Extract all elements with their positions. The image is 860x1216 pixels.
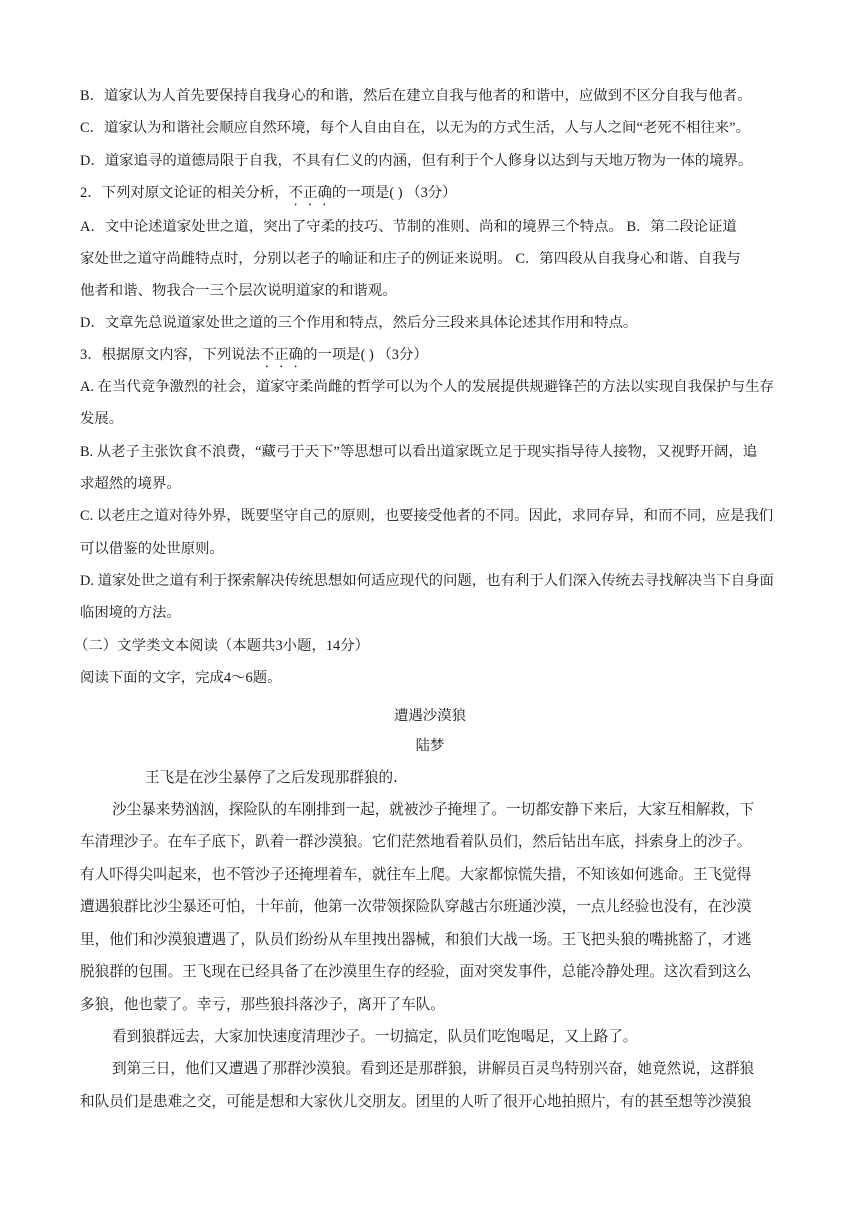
q3-option-a-line: A. 在当代竞争激烈的社会，道家守柔尚雌的哲学可以为个人的发展提供规避锋芒的方法以实现自我保护与生存 — [80, 379, 774, 395]
q1-option-b: B．道家认为人首先要保持自我身心的和谐，然后在建立自我与他者的和谐中，应做到不区分自我与他者。 — [80, 88, 752, 104]
q3-option-b-line: 求超然的境界。 — [80, 476, 181, 492]
story-paragraph-line: 看到狼群远去，大家加快速度清理沙子。一切搞定，队员们吃饱喝足，又上路了。 — [112, 1028, 638, 1045]
q2-option-a-line: 他者和谐、物我合一三个层次说明道家的和谐观。 — [80, 283, 397, 299]
q1-option-d: D．道家追寻的道德局限于自我，不具有仁义的内涵，但有利于个人修身以达到与天地万物为一体的境界。 — [80, 153, 753, 169]
reading-instruction: 阅读下面的文字，完成4～6题。 — [80, 670, 282, 686]
story-paragraph-line: 里，他们和沙漠狼遭遇了，队员们纷纷从车里拽出器械，和狼们大战一场。王飞把头狼的嘴挑豁了，才逃 — [80, 931, 752, 948]
q3-option-d-line: 临困境的方法。 — [80, 605, 181, 621]
q2-option-d: D．文章先总说道家处世之道的三个作用和特点，然后分三段来具体论述其作用和特点。 — [80, 315, 638, 331]
q2-option-a-line: 家处世之道守尚雌特点时，分别以老子的喻证和庄子的例证来说明。 C．第四段从自我身心和谐、自我与 — [80, 251, 741, 267]
story-paragraph-line: 有人吓得尖叫起来，也不管沙子还掩埋着车，就往车上爬。大家都惊慌失措，不知该如何逃命。王飞觉得 — [80, 866, 752, 883]
q3-stem — [80, 346, 428, 371]
story-paragraph-line: 车清理沙子。在车子底下，趴着一群沙漠狼。它们茫然地看着队员们，然后钻出车底，抖索身上的沙子。 — [80, 833, 752, 850]
q2-stem — [80, 184, 457, 209]
section-heading: （二）文学类文本阅读（本题共3小题，14分） — [74, 638, 370, 654]
story-author: 陆梦 — [415, 738, 445, 754]
story-paragraph-line: 遭遇狼群比沙尘暴还可怕，十年前，他第一次带领探险队穿越古尔班通沙漠，一点儿经验也没有，在沙漠 — [80, 898, 752, 915]
q2-option-a-line: A．文中论述道家处世之道，突出了守柔的技巧、节制的准则、尚和的境界三个特点。 B．第二段论证道 — [80, 219, 737, 235]
q3-stem-emphasis: 不正确 — [259, 347, 304, 363]
q3-option-c-line: C. 以老庄之道对待外界，既要坚守自己的原则，也要接受他者的不同。因此，求同存异，和而不同，应是我们 — [80, 508, 774, 524]
q3-option-b-line: B. 从老子主张饮食不浪费，“藏弓于天下”等思想可以看出道家既立足于现实指导待人接物，又视野开阔，追 — [80, 444, 758, 460]
story-paragraph-line: 脱狼群的包围。王飞现在已经具备了在沙漠里生存的经验，面对突发事件，总能冷静处理。这次看到这么 — [80, 963, 752, 980]
story-paragraph-line: 和队员们是患难之交，可能是想和大家伙儿交朋友。团里的人听了很开心地拍照片，有的甚至想等沙漠狼 — [80, 1093, 752, 1110]
story-paragraph-line: 王飞是在沙尘暴停了之后发现那群狼的. — [145, 769, 398, 786]
story-paragraph-line: 多狼，他也蒙了。幸亏，那些狼抖落沙子，离开了车队。 — [80, 996, 445, 1013]
story-paragraph-line: 沙尘暴来势汹汹，探险队的车刚排到一起，就被沙子掩埋了。一切都安静下来后，大家互相解救，下 — [112, 801, 755, 818]
story-title: 遭遇沙漠狼 — [394, 708, 466, 724]
story-paragraph-line: 到第三日，他们又遭遇了那群沙漠狼。看到还是那群狼，讲解员百灵鸟特别兴奋，她竟然说，这群狼 — [112, 1060, 755, 1077]
q2-stem-emphasis: 不正确 — [288, 185, 332, 201]
q3-option-d-line: D. 道家处世之道有利于探索解决传统思想如何适应现代的问题，也有利于人们深入传统去寻找解决当下自身面 — [80, 573, 774, 589]
q2-stem-post: 的一项是( ) （3分） — [331, 185, 457, 201]
q3-stem-post: 的一项是( ) （3分） — [303, 347, 428, 363]
q1-option-c: C．道家认为和谐社会顺应自然环境，每个人自由自在，以无为的方式生活，人与人之间“老死不相往来”。 — [80, 120, 750, 136]
q3-stem-pre: 3．根据原文内容，下列说法 — [80, 347, 260, 363]
q3-option-c-line: 可以借鉴的处世原则。 — [80, 541, 224, 557]
q3-option-a-line: 发展。 — [80, 411, 124, 427]
q2-stem-pre: 2．下列对原文论证的相关分析， — [80, 185, 289, 201]
